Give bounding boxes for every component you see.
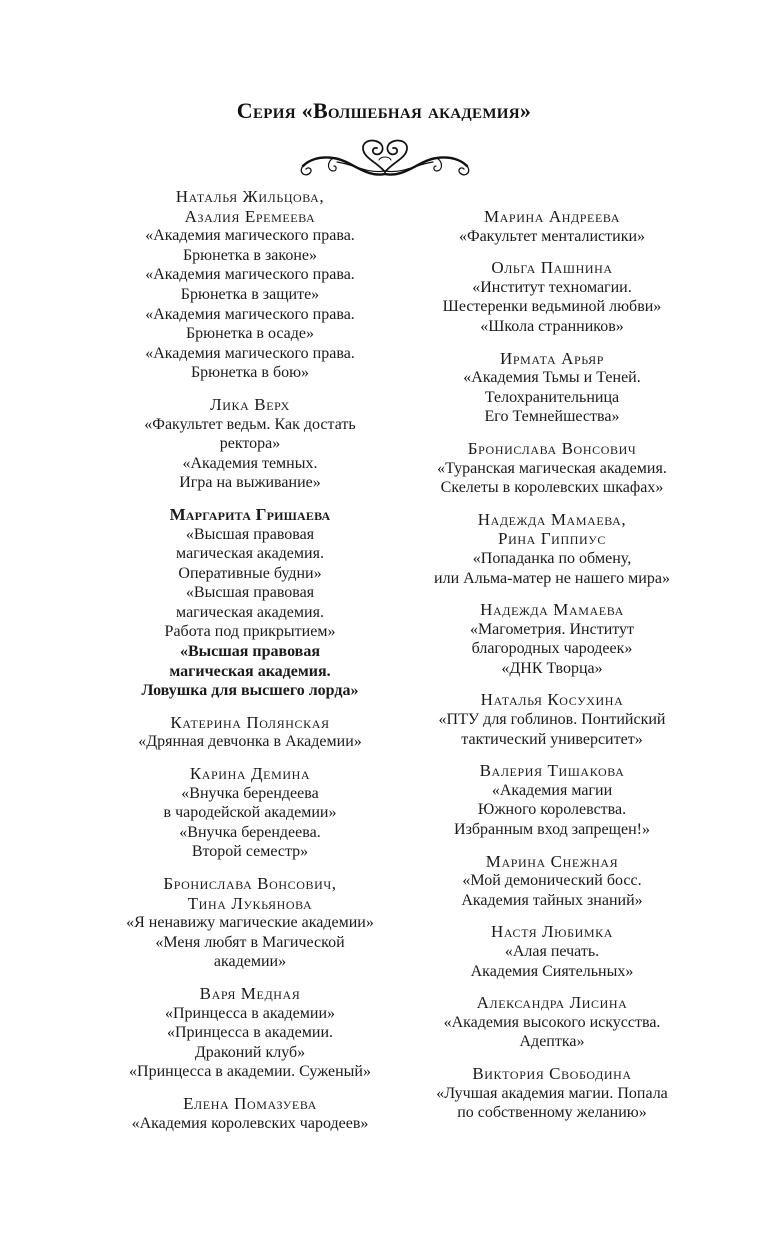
catalog-entry — [100, 984, 400, 1082]
book-title — [402, 227, 702, 247]
book-title-line: или Альма-матер не нашего мира» — [434, 569, 670, 587]
book-title — [100, 1023, 400, 1062]
book-title-line: «Академия магического права. — [145, 305, 355, 323]
book-title-line: магическая академия. — [176, 545, 324, 563]
book-title-line: Брюнетка в бою» — [190, 364, 310, 382]
book-title-line: «Лучшая академия магии. Попала — [436, 1084, 668, 1102]
book-title-line: «Алая печать. — [504, 943, 600, 960]
book-title-line: Академия Сиятельных» — [470, 962, 634, 980]
author-name: Елена Помазуева — [183, 1093, 317, 1113]
book-title — [402, 942, 702, 981]
book-title-line: ректора» — [219, 435, 281, 453]
book-title — [402, 781, 702, 840]
author-name: Ольга Пашнина — [491, 258, 613, 278]
book-title-line: «Школа странников» — [480, 317, 624, 335]
author-name: Марина Снежная — [485, 851, 619, 871]
book-title-line: «Туранская магическая академия. — [437, 459, 667, 477]
catalog-entry — [402, 600, 702, 678]
book-title-line: «Внучка берендеева — [181, 784, 319, 802]
book-title — [402, 620, 702, 659]
author-name: Катерина Полянская — [170, 712, 330, 732]
catalog-entry — [402, 439, 702, 498]
author-name: Азалия Еремеева — [184, 206, 316, 226]
catalog-entry — [402, 510, 702, 588]
author-name: Бронислава Вонсович — [467, 438, 637, 458]
catalog-entry — [402, 852, 702, 911]
book-title — [100, 1004, 400, 1024]
book-title-line: «Факультет ведьм. Как достать — [144, 415, 356, 433]
book-title — [100, 1062, 400, 1082]
catalog-entry — [402, 993, 702, 1052]
book-title-line: Адептка» — [519, 1033, 585, 1051]
book-title — [100, 305, 400, 344]
book-title-line: «Академия высокого искусства. — [443, 1013, 661, 1031]
book-title-line: «Высшая правовая — [185, 584, 315, 602]
book-title — [100, 913, 400, 933]
catalog-entry — [402, 349, 702, 427]
book-title-line: «Принцесса в академии. — [166, 1024, 334, 1042]
catalog-entry — [402, 761, 702, 839]
book-title-line: Драконий клуб» — [194, 1043, 306, 1061]
catalog-entry — [100, 1094, 400, 1133]
catalog-entry — [100, 764, 400, 862]
book-title — [402, 659, 702, 679]
author-name: Надежда Мамаева — [480, 600, 624, 620]
book-title — [100, 454, 400, 493]
author-name: Наталья Жильцова, — [175, 187, 325, 206]
book-title-line: магическая академия. — [169, 662, 331, 680]
book-title — [402, 1013, 702, 1052]
book-title-line: Телохранительница — [484, 388, 620, 406]
catalog-entry — [402, 207, 702, 246]
author-name: Рина Гиппиус — [498, 529, 606, 549]
author-name: Наталья Косухина — [480, 690, 624, 710]
author-name: Маргарита Гришаева — [169, 504, 331, 524]
book-title-line: «ДНК Творца» — [501, 659, 603, 677]
catalog-entry — [402, 258, 702, 336]
book-title-line: Игра на выживание» — [179, 474, 321, 492]
author-name: Валерия Тишакова — [479, 761, 625, 781]
book-title-line: Брюнетка в законе» — [182, 246, 318, 264]
author-name: Карина Демина — [189, 764, 311, 784]
book-title-line: Академия тайных знаний» — [461, 891, 643, 909]
book-title-line: Южного королевства. — [477, 801, 627, 819]
book-title-line: «Принцесса в академии. Суженый» — [129, 1063, 371, 1081]
book-title-line: «Академия магического права. — [145, 266, 355, 284]
book-title-line: «Академия магии — [491, 781, 613, 799]
book-title-line: «Принцесса в академии» — [164, 1004, 336, 1022]
book-title-line: «Магометрия. Институт — [469, 620, 635, 638]
author-name: Надежда Мамаева, — [477, 509, 627, 529]
book-title-line: «Дрянная девчонка в Академии» — [138, 733, 362, 751]
book-title-line: Скелеты в королевских шкафах» — [440, 479, 664, 497]
book-title — [100, 823, 400, 862]
book-title-line: Работа под прикрытием» — [164, 623, 336, 641]
book-title-line: благородных чародеек» — [471, 640, 633, 658]
book-title — [100, 265, 400, 304]
book-title — [100, 344, 400, 383]
book-title-line: Шестеренки ведьминой любви» — [442, 298, 662, 316]
book-title-line: Его Темнейшества» — [484, 408, 620, 426]
book-title-line: Брюнетка в защите» — [180, 285, 320, 303]
series-title: Серия «Волшебная академия» — [236, 98, 532, 123]
book-title-line: «Попаданка по обмену, — [472, 549, 632, 567]
book-title-line: по собственному желанию» — [457, 1104, 647, 1122]
book-title-line: «Академия магического права. — [145, 344, 355, 362]
author-name: Марина Андреева — [483, 207, 621, 226]
book-title — [100, 1114, 400, 1134]
author-name: Варя Медная — [199, 983, 301, 1003]
book-title-line: «Факультет менталистики» — [458, 227, 646, 245]
book-title — [402, 710, 702, 749]
book-title-line: «Я ненавижу магические академии» — [126, 914, 374, 932]
catalog-entry — [100, 187, 400, 383]
book-title-line: «Академия Тьмы и Теней. — [463, 369, 641, 387]
book-title — [100, 525, 400, 584]
catalog-entry — [402, 1064, 702, 1123]
book-title — [402, 1084, 702, 1123]
book-title-line: Избранным вход запрещен!» — [454, 821, 650, 839]
author-name: Тина Лукьянова — [187, 893, 313, 913]
book-title — [402, 278, 702, 317]
catalog-entry — [402, 690, 702, 749]
book-title-line: «Институт техномагии. — [472, 278, 632, 296]
catalog-entry — [100, 395, 400, 493]
book-title-line: «Мой демонический босс. — [462, 872, 642, 890]
left-column — [100, 187, 400, 1145]
book-title-line: магическая академия. — [176, 603, 324, 621]
author-name: Виктория Свободина — [472, 1063, 632, 1083]
book-title — [100, 415, 400, 454]
book-title-line: Второй семестр» — [191, 843, 309, 861]
catalog-entry — [402, 922, 702, 981]
book-title-line: «Академия магического права. — [145, 227, 355, 245]
book-title — [402, 368, 702, 427]
book-title — [100, 642, 400, 701]
catalog-entry — [100, 713, 400, 752]
book-title-line: «Внучка берендеева. — [179, 823, 321, 841]
book-title — [100, 226, 400, 265]
book-title-line: «Высшая правовая — [185, 525, 315, 543]
book-title-line: Брюнетка в осаде» — [185, 325, 315, 343]
book-title — [402, 317, 702, 337]
book-title-line: «Меня любят в Магической — [155, 933, 345, 951]
catalog-entry — [100, 874, 400, 972]
book-title-line: тактический университет» — [461, 730, 643, 748]
flourish-divider-icon — [293, 138, 477, 182]
author-name: Бронислава Вонсович, — [163, 874, 337, 893]
book-title — [402, 459, 702, 498]
author-name: Лика Верх — [210, 394, 290, 414]
book-title-line: в чародейской академии» — [163, 804, 337, 822]
book-title — [402, 871, 702, 910]
author-name: Александра Лисина — [476, 993, 628, 1013]
book-title — [100, 732, 400, 752]
book-title-line: «ПТУ для гоблинов. Понтийский — [438, 711, 666, 729]
book-title-line: «Высшая правовая — [180, 643, 320, 661]
book-title — [402, 549, 702, 588]
right-column — [402, 207, 702, 1135]
book-title-line: академии» — [213, 953, 287, 971]
author-name: Ирмата Арьяр — [500, 348, 604, 368]
book-title-line: «Академия темных. — [182, 454, 318, 472]
book-title-line: Ловушка для высшего лорда» — [141, 682, 359, 700]
book-title-line: Оперативные будни» — [178, 564, 322, 582]
author-name: Настя Любимка — [490, 922, 614, 942]
book-title — [100, 933, 400, 972]
book-title — [100, 583, 400, 642]
book-title-line: «Академия королевских чародеев» — [131, 1114, 369, 1132]
catalog-entry — [100, 505, 400, 701]
book-title — [100, 784, 400, 823]
